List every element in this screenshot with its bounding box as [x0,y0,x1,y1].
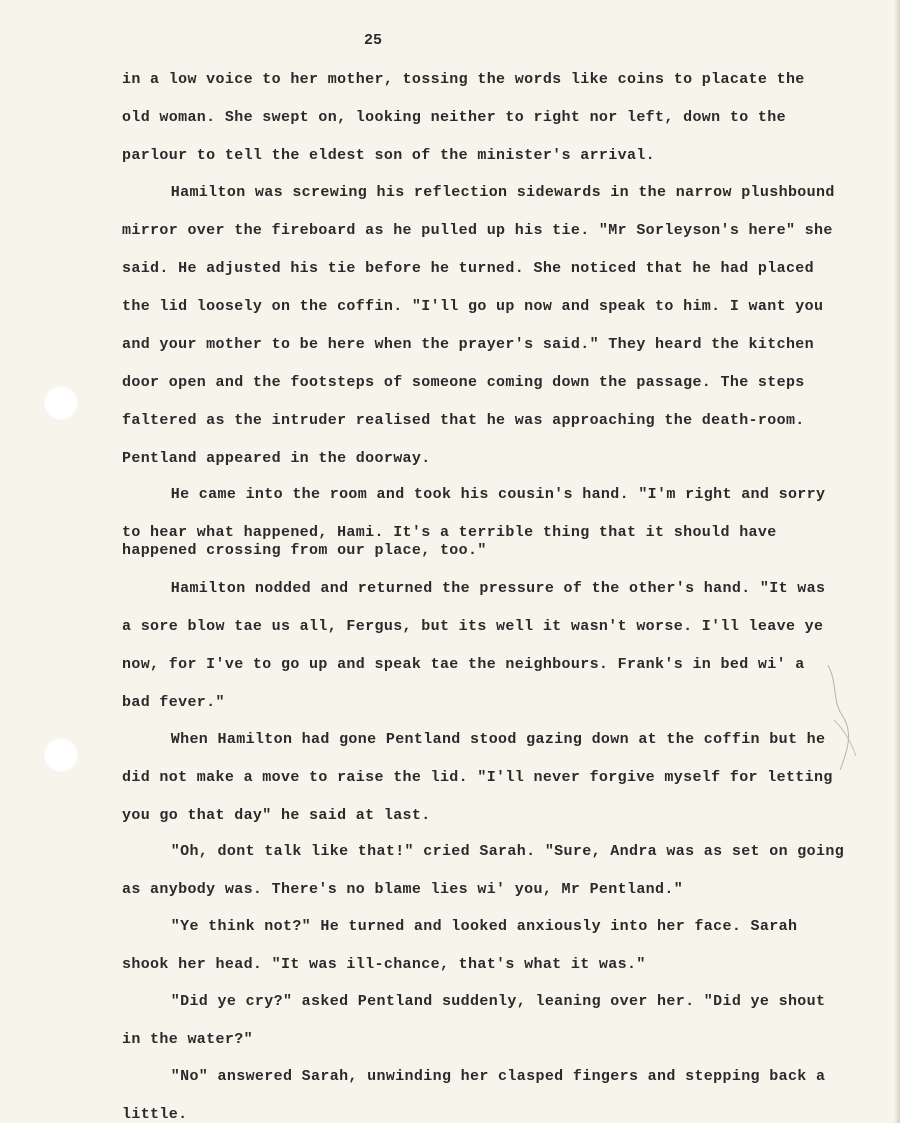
text-line: happened crossing from our place, too." [122,542,487,559]
text-line: "Ye think not?" He turned and looked anxiously into her face. Sarah [124,918,798,935]
text-line: little. [122,1106,188,1123]
page-number: 25 [364,32,383,49]
text-line: in a low voice to her mother, tossing the words like coins to placate the [122,71,805,88]
punch-hole [44,386,78,420]
text-line: did not make a move to raise the lid. "I'll never forgive myself for letting [122,769,833,786]
text-line: "No" answered Sarah, unwinding her clasped fingers and stepping back a [124,1068,826,1085]
text-line: a sore blow tae us all, Fergus, but its well it wasn't worse. I'll leave ye [122,618,824,635]
text-line: parlour to tell the eldest son of the minister's arrival. [122,147,656,164]
text-line: When Hamilton had gone Pentland stood gazing down at the coffin but he [124,731,826,748]
text-line: to hear what happened, Hami. It's a terrible thing that it should have [122,524,777,541]
text-line: as anybody was. There's no blame lies wi' you, Mr Pentland." [122,881,684,898]
text-line: now, for I've to go up and speak tae the neighbours. Frank's in bed wi' a [122,656,805,673]
text-line: old woman. She swept on, looking neither to right nor left, down to the [122,109,786,126]
text-line: Hamilton nodded and returned the pressure of the other's hand. "It was [124,580,826,597]
text-line: shook her head. "It was ill-chance, that's what it was." [122,956,646,973]
text-line: "Did ye cry?" asked Pentland suddenly, leaning over her. "Did ye shout [124,993,826,1010]
text-line: you go that day" he said at last. [122,807,431,824]
text-line: and your mother to be here when the prayer's said." They heard the kitchen [122,336,815,353]
text-line: He came into the room and took his cousin's hand. "I'm right and sorry [124,486,826,503]
text-line: "Oh, dont talk like that!" cried Sarah. "Sure, Andra was as set on going [124,843,845,860]
punch-hole [44,738,78,772]
text-line: bad fever." [122,694,225,711]
text-line: the lid loosely on the coffin. "I'll go up now and speak to him. I want you [122,298,824,315]
pencil-scribble-icon [820,660,860,780]
text-line: Hamilton was screwing his reflection sidewards in the narrow plushbound [124,184,835,201]
text-line: in the water?" [122,1031,253,1048]
text-line: faltered as the intruder realised that he was approaching the death-room. [122,412,805,429]
text-line: door open and the footsteps of someone coming down the passage. The steps [122,374,805,391]
text-line: mirror over the fireboard as he pulled up his tie. "Mr Sorleyson's here" she [122,222,833,239]
text-line: said. He adjusted his tie before he turned. She noticed that he had placed [122,260,815,277]
text-line: Pentland appeared in the doorway. [122,450,431,467]
